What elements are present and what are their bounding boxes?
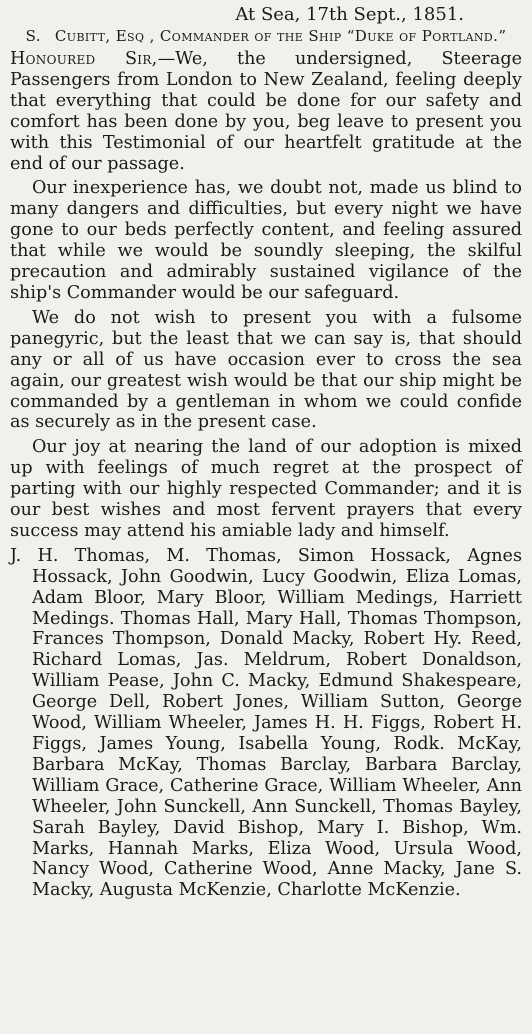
letter-paragraph-2: Our inexperience has, we doubt not, made us blind to many dangers and difficulties, but every night we have gone to our beds perfectly content, and feeling assured that while we would be soundly sleeping, the skilful precaution and admirably sustained vigilance of the ship's Commander would be our safeguard. xyxy=(10,178,522,303)
letter-paragraph-1 xyxy=(10,49,522,174)
dateline: At Sea, 17th Sept., 1851. xyxy=(235,4,464,25)
letter-paragraph-3: We do not wish to present you with a fulsome panegyric, but the least that we can say is, that should any or all of us have occasion ever to cross the sea again, our greatest wish would be that our ship might be commanded by a gentleman in whom we could confide as securely as in the present case. xyxy=(10,307,522,433)
addressee-prefix: S. xyxy=(25,27,41,45)
paragraph-1-text: —We, the undersigned, Steerage Passengers from London to New Zealand, feeling deeply that everything that could be done for our safety and comfort has been done by you, beg leave to present you with this Testimonial of our heartfelt gratitude at the end of our passage. xyxy=(10,49,523,174)
salutation: Honoured Sir, xyxy=(10,49,158,69)
letter-body xyxy=(10,49,522,542)
addressee-text: Cubitt, Esq , Commander of the Ship “Duke of Portland.” xyxy=(54,27,507,45)
letter-paragraph-4: Our joy at nearing the land of our adoption is mixed up with feelings of much regret at the prospect of parting with our highly respected Commander; and it is our best wishes and most fervent prayers that every success may attend his amiable lady and himself. xyxy=(10,437,522,541)
addressee-line xyxy=(10,28,522,45)
signatories-list: J. H. Thomas, M. Thomas, Simon Hossack, Agnes Hossack, John Goodwin, Lucy Goodwin, Eliza Lomas, Adam Bloor, Mary Bloor, William Medings, Harriett Medings. Thomas Hall, Mary Hall, Thomas Thompson, Frances Thompson, Donald Macky, Robert Hy. Reed, Richard Lomas, Jas. Meldrum, Robert Donaldson, William Pease, John C. Macky, Edmund Shakespeare, George Dell, Robert Jones, William Sutton, George Wood, William Wheeler, James H. H. Figgs, Robert H. Figgs, James Young, Isabella Young, Rodk. McKay, Barbara McKay, Thomas Barclay, Barbara Barclay, William Grace, Catherine Grace, William Wheeler, Ann Wheeler, John Sunckell, Ann Sunckell, Thomas Bayley, Sarah Bayley, David Bishop, Mary I. Bishop, Wm. Marks, Hannah Marks, Eliza Wood, Ursula Wood, Nancy Wood, Catherine Wood, Anne Macky, Jane S. Macky, Augusta McKenzie, Charlotte McKenzie. xyxy=(10,545,522,901)
